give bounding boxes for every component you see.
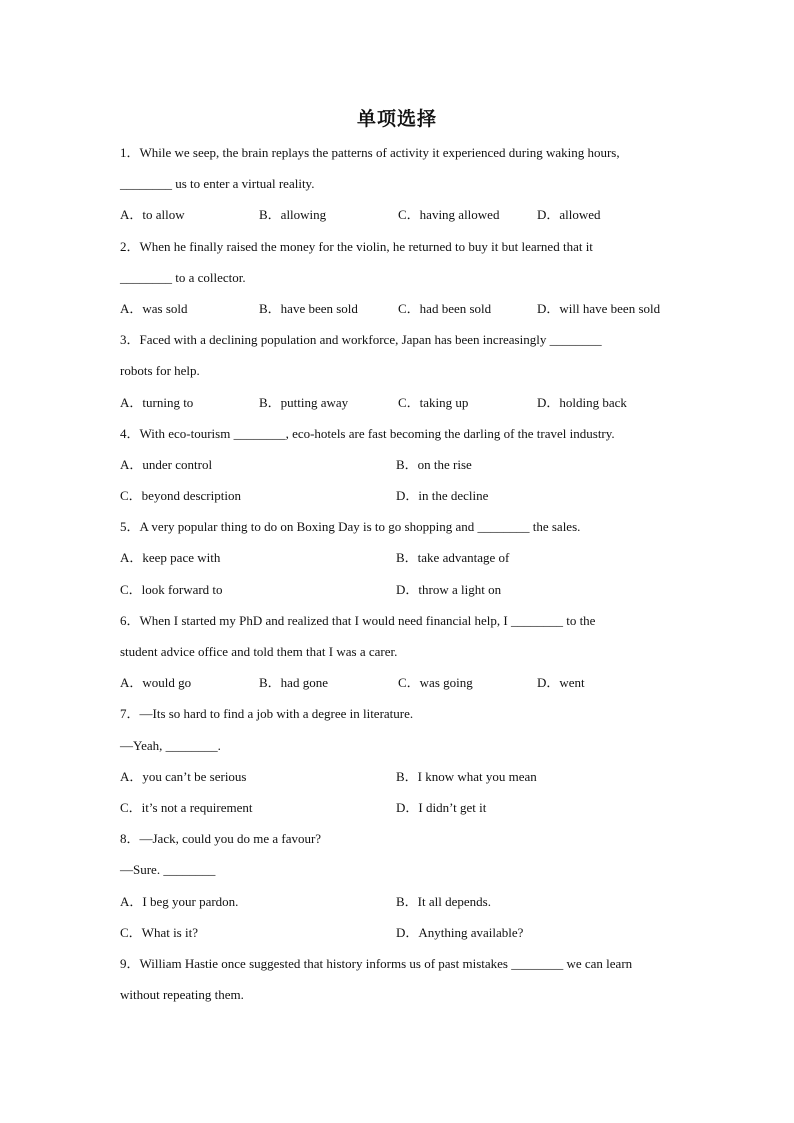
option-d: D．throw a light on [396, 581, 502, 597]
question-stem-line: 4．With eco-tourism ________, eco-hotels are fast becoming the darling of the travel industry. [120, 425, 615, 441]
option-b: B．had gone [259, 675, 328, 691]
option-d: D．went [537, 675, 585, 691]
question-2 [120, 237, 680, 331]
option-b: B．I know what you mean [396, 768, 537, 784]
option-c: C．look forward to [120, 581, 223, 597]
option-b: B．allowing [259, 207, 327, 223]
option-c: C．had been sold [398, 300, 492, 316]
option-row [120, 798, 680, 829]
option-row [120, 548, 680, 579]
option-row [120, 767, 680, 798]
option-b: B．putting away [259, 394, 349, 410]
option-d: D．Anything available? [396, 924, 524, 940]
option-d: D．holding back [537, 394, 627, 410]
question-3 [120, 330, 680, 424]
option-a: A．I beg your pardon. [120, 893, 239, 909]
question-stem-line: 5．A very popular thing to do on Boxing Day is to go shopping and ________ the sales. [120, 519, 581, 535]
option-row [120, 455, 680, 486]
option-row [120, 580, 680, 611]
option-c: C．having allowed [398, 207, 500, 223]
question-stem-line: 9．William Hastie once suggested that history informs us of past mistakes ________ we can learn [120, 955, 633, 971]
option-c: C．taking up [398, 394, 469, 410]
question-stem-line: —Yeah, ________. [120, 737, 221, 753]
option-d: D．will have been sold [537, 300, 661, 316]
option-b: B．have been sold [259, 300, 358, 316]
option-c: C．What is it? [120, 924, 198, 940]
question-stem-line: robots for help. [120, 363, 200, 379]
option-a: A．under control [120, 456, 213, 472]
question-1 [120, 143, 680, 237]
option-c: C．it’s not a requirement [120, 799, 253, 815]
question-stem-line: 1．While we seep, the brain replays the patterns of activity it experienced during waking hours, [120, 145, 620, 160]
option-b: B．on the rise [396, 456, 472, 472]
option-row [120, 205, 680, 236]
question-4 [120, 424, 680, 518]
question-stem-line: —Sure. ________ [120, 862, 216, 878]
option-a: A．turning to [120, 394, 194, 410]
option-row [120, 892, 680, 923]
question-8 [120, 829, 680, 954]
question-7 [120, 704, 680, 829]
option-a: A．was sold [120, 300, 188, 316]
option-row [120, 299, 680, 330]
question-stem-line: 3．Faced with a declining population and workforce, Japan has been increasingly ________ [120, 332, 602, 348]
option-row [120, 393, 680, 424]
option-d: D．allowed [537, 207, 601, 223]
question-stem-line: 6．When I started my PhD and realized that I would need financial help, I ________ to the [120, 612, 596, 628]
question-stem-line: 2．When he finally raised the money for the violin, he returned to buy it but learned that it [120, 238, 593, 254]
question-stem-line: ________ to a collector. [120, 269, 246, 285]
option-b: B．take advantage of [396, 550, 510, 566]
option-a: A．you can’t be serious [120, 768, 247, 784]
option-d: D．I didn’t get it [396, 799, 487, 815]
option-row [120, 673, 680, 704]
option-d: D．in the decline [396, 488, 489, 504]
option-row [120, 486, 680, 517]
page-title: 单项选择 [356, 108, 437, 130]
question-stem-line: 8．—Jack, could you do me a favour? [120, 831, 322, 847]
question-9 [120, 954, 680, 1016]
question-stem-line: student advice office and told them that I was a carer. [120, 644, 398, 659]
option-b: B．It all depends. [396, 893, 491, 909]
option-row [120, 923, 680, 954]
question-stem-line: ________ us to enter a virtual reality. [120, 176, 315, 192]
question-list [120, 143, 680, 1016]
question-stem-line: 7．—Its so hard to find a job with a degree in literature. [120, 706, 414, 722]
question-6 [120, 611, 680, 705]
option-c: C．was going [398, 675, 473, 691]
question-stem-line: without repeating them. [120, 987, 244, 1003]
option-a: A．would go [120, 675, 192, 691]
option-c: C．beyond description [120, 488, 241, 504]
option-a: A．keep pace with [120, 550, 221, 566]
question-5 [120, 517, 680, 611]
option-a: A．to allow [120, 207, 185, 223]
